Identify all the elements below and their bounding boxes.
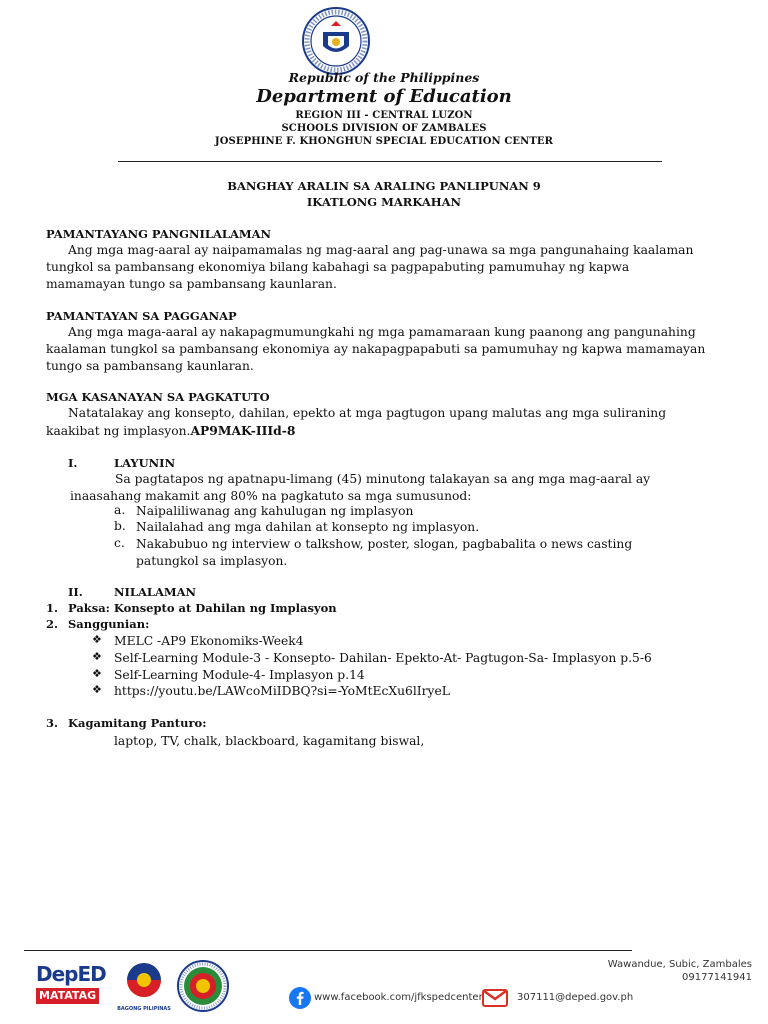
content-heading: NILALAMAN bbox=[114, 585, 197, 599]
facebook-link[interactable]: www.facebook.com/jfkspedcenter bbox=[314, 992, 483, 1003]
division-line: SCHOOLS DIVISION OF ZAMBALES bbox=[281, 123, 487, 134]
diamond-bullet-icon: ❖ bbox=[92, 650, 102, 663]
learning-competency-text: Natatalakay ang konsepto, dahilan, epekto at mga pagtugon upang malutas ang mga suliraning kaakibat ng implasyon.AP9MAK-IIId-8 bbox=[46, 406, 667, 438]
school-address: Wawandue, Subic, Zambales bbox=[607, 959, 752, 970]
footer-divider bbox=[24, 950, 632, 951]
reference-link[interactable]: https://youtu.be/LAWcoMiIDBQ?si=-YoMtEcXu6lIryeL bbox=[114, 684, 450, 698]
content-standard-text: Ang mga mag-aaral ay naipamamalas ng mag-aaral ang pag-unawa sa mga pangunahaing kaalaman tungkol sa pambansang ekonomiya bilang kabahagi sa pagpapabuting pamumuhay ng kapwa mamamayan tungo sa pambansang kaunlaran. bbox=[46, 243, 694, 291]
header-divider bbox=[118, 161, 662, 162]
performance-standard-text: Ang mga maga-aaral ay nakapagmumungkahi ng mga pamamaraan kung paanong ang pangunahing kaalaman tungkol sa pambansang ekonomiya ay nakapagpapabuti sa pamumuhay ng kapwa mamamayan tungo sa pambansang kaunlaran. bbox=[46, 325, 706, 373]
diamond-bullet-icon: ❖ bbox=[92, 633, 102, 646]
performance-standard-heading: PAMANTAYAN SA PAGGANAP bbox=[46, 309, 237, 323]
email-link[interactable]: 307111@deped.gov.ph bbox=[517, 992, 634, 1003]
school-line: JOSEPHINE F. KHONGHUN SPECIAL EDUCATION CENTER bbox=[214, 136, 554, 147]
references-heading: Sanggunian: bbox=[68, 617, 150, 631]
bagong-pilipinas-logo bbox=[114, 960, 174, 1012]
competency-code: AP9MAK-IIId-8 bbox=[190, 423, 296, 438]
facebook-icon bbox=[289, 987, 311, 1009]
content-standard-heading: PAMANTAYANG PANGNILALAMAN bbox=[46, 227, 272, 241]
mail-icon bbox=[482, 989, 508, 1007]
republic-heading: Republic of the Philippines bbox=[288, 70, 480, 85]
reference-item: Self-Learning Module-4- Implasyon p.14 bbox=[114, 668, 365, 682]
objectives-heading: LAYUNIN bbox=[114, 456, 176, 470]
materials-list: laptop, TV, chalk, blackboard, kagamitang biswal, bbox=[114, 734, 425, 748]
lesson-plan-title: BANGHAY ARALIN SA ARALING PANLIPUNAN 9 bbox=[227, 179, 541, 193]
objective-item: Nailalahad ang mga dahilan at konsepto ng implasyon. bbox=[136, 520, 480, 534]
bagong-pilipinas-text: BAGONG PILIPINAS bbox=[117, 1006, 171, 1012]
objective-item: Nakabubuo ng interview o talkshow, poster, slogan, pagbabalita o news casting patungkol sa implasyon. bbox=[136, 537, 633, 568]
objective-marker: b. bbox=[114, 519, 126, 533]
quarter-title: IKATLONG MARKAHAN bbox=[306, 195, 462, 209]
learning-competency-heading: MGA KASANAYAN SA PAGKATUTO bbox=[46, 390, 270, 404]
deped-matatag-logo bbox=[36, 962, 104, 1008]
diamond-bullet-icon: ❖ bbox=[92, 667, 102, 680]
region-line: REGION III - CENTRAL LUZON bbox=[295, 110, 473, 121]
matatag-wordmark: MATATAG bbox=[36, 988, 99, 1004]
diamond-bullet-icon: ❖ bbox=[92, 683, 102, 696]
materials-heading: Kagamitang Panturo: bbox=[68, 716, 207, 730]
deped-seal-logo bbox=[301, 6, 371, 76]
school-seal-logo bbox=[177, 960, 229, 1012]
objective-marker: a. bbox=[114, 503, 126, 517]
topic-number: 1. bbox=[46, 601, 59, 615]
deped-wordmark: DepED bbox=[36, 962, 106, 986]
objective-item: Naipaliliwanag ang kahulugan ng implasyon bbox=[136, 504, 414, 518]
materials-number: 3. bbox=[46, 716, 59, 730]
section-number-ii: II. bbox=[68, 585, 83, 599]
topic-line: Paksa: Konsepto at Dahilan ng Implasyon bbox=[68, 601, 337, 615]
reference-item: MELC -AP9 Ekonomiks-Week4 bbox=[114, 634, 304, 648]
department-heading: Department of Education bbox=[256, 86, 512, 107]
objective-marker: c. bbox=[114, 536, 125, 550]
section-number-i: I. bbox=[68, 456, 78, 470]
references-number: 2. bbox=[46, 617, 59, 631]
objectives-intro: Sa pagtatapos ng apatnapu-limang (45) minutong talakayan sa ang mga mag-aaral ay inaasahang makamit ang 80% na pagkatuto sa mga sumusunod: bbox=[70, 472, 651, 503]
school-phone: 09177141941 bbox=[682, 972, 752, 983]
reference-item: Self-Learning Module-3 - Konsepto- Dahilan- Epekto-At- Pagtugon-Sa- Implasyon p.5-6 bbox=[114, 651, 652, 665]
